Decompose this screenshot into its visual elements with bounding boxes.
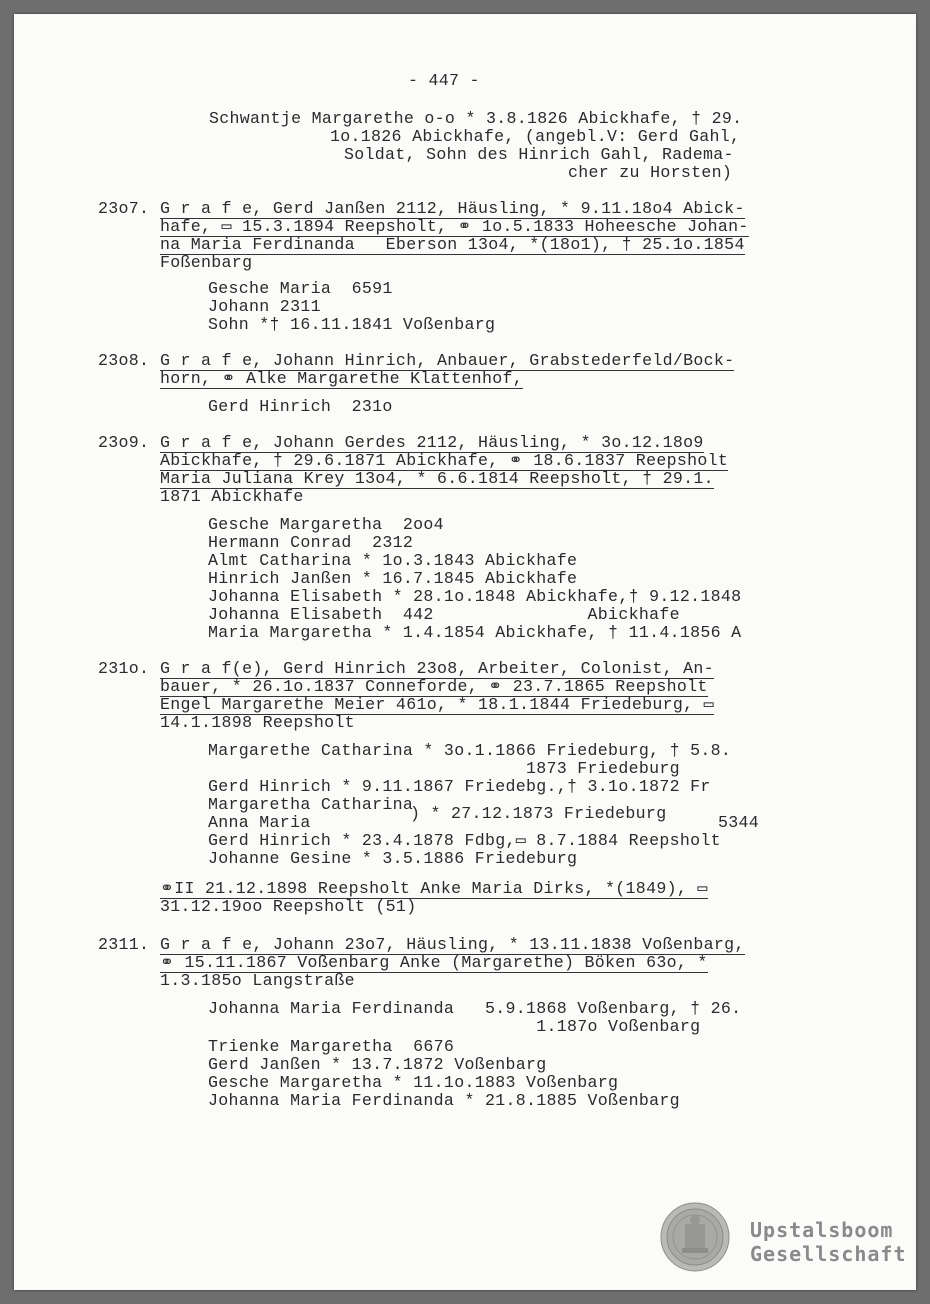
child-line: Hermann Conrad 2312 (208, 533, 414, 552)
child-line: Anna Maria (208, 813, 311, 832)
child-line: Gerd Hinrich * 9.11.1867 Friedebg.,† 3.1o.1872 Fr (208, 777, 711, 796)
entry-line: G r a f e, Johann Gerdes 2112, Häusling, * 3o.12.18o9 (160, 433, 704, 452)
child-line: Almt Catharina * 1o.3.1843 Abickhafe (208, 551, 578, 570)
intro-line: Soldat, Sohn des Hinrich Gahl, Radema- (344, 145, 734, 164)
entry-line: 1.3.185o Langstraße (160, 971, 355, 990)
entry-line: horn, ⚭ Alke Margarethe Klattenhof, (160, 369, 523, 388)
child-line: Johanna Maria Ferdinanda * 21.8.1885 Voßenbarg (208, 1091, 680, 1110)
entry-number: 23o9. (98, 433, 150, 452)
child-line: Johann 2311 (208, 297, 321, 316)
entry-line: Abickhafe, † 29.6.1871 Abickhafe, ⚭ 18.6.1837 Reepsholt (160, 451, 729, 470)
child-line: Johanna Maria Ferdinanda 5.9.1868 Voßenbarg, † 26. (208, 999, 742, 1018)
intro-line: 1o.1826 Abickhafe, (angebl.V: Gerd Gahl, (330, 127, 741, 146)
entry-line: G r a f(e), Gerd Hinrich 23o8, Arbeiter, Colonist, An- (160, 659, 714, 678)
entry-line: G r a f e, Johann Hinrich, Anbauer, Grabstederfeld/Bock- (160, 351, 735, 370)
brand-line-2: Gesellschaft (750, 1242, 907, 1266)
entry-line: Maria Juliana Krey 13o4, * 6.6.1814 Reepsholt, † 29.1. (160, 469, 714, 488)
intro-line: Schwantje Margarethe o-o * 3.8.1826 Abickhafe, † 29. (209, 109, 743, 128)
entry-number: 2311. (98, 935, 150, 954)
document-page (14, 14, 916, 1290)
child-line: 1873 Friedeburg (208, 759, 680, 778)
entry-line: 1871 Abickhafe (160, 487, 304, 506)
child-line: Johanna Elisabeth * 28.1o.1848 Abickhafe,† 9.12.1848 (208, 587, 742, 606)
entry-line: Engel Margarethe Meier 461o, * 18.1.1844 Friedeburg, ▭ (160, 695, 714, 714)
entry-line: G r a f e, Johann 23o7, Häusling, * 13.11.1838 Voßenbarg, (160, 935, 745, 954)
page-number: - 447 - (408, 71, 480, 90)
child-line: Hinrich Janßen * 16.7.1845 Abickhafe (208, 569, 578, 588)
child-line: Johanna Elisabeth 442 Abickhafe (208, 605, 680, 624)
child-line: Gesche Maria 6591 (208, 279, 393, 298)
child-line: Gesche Margaretha * 11.1o.1883 Voßenbarg (208, 1073, 619, 1092)
entry-line: bauer, * 26.1o.1837 Conneforde, ⚭ 23.7.1865 Reepsholt (160, 677, 708, 696)
child-line: Gerd Janßen * 13.7.1872 Voßenbarg (208, 1055, 547, 1074)
entry-line: ⚭ 15.11.1867 Voßenbarg Anke (Margarethe) Böken 63o, * (160, 953, 708, 972)
twins-ref: 5344 (718, 813, 760, 832)
child-line: Johanne Gesine * 3.5.1886 Friedeburg (208, 849, 578, 868)
intro-line: cher zu Horsten) (568, 163, 733, 182)
child-line: Margaretha Catharina (208, 795, 414, 814)
child-line: 1.187o Voßenbarg (208, 1017, 701, 1036)
child-line: Gerd Hinrich 231o (208, 397, 393, 416)
entry-line: Foßenbarg (160, 253, 253, 272)
second-marriage-line: 31.12.19oo Reepsholt (51) (160, 897, 417, 916)
entry-line: na Maria Ferdinanda Eberson 13o4, *(18o1), † 25.1o.1854 (160, 235, 745, 254)
entry-number: 231o. (98, 659, 150, 678)
entry-line: G r a f e, Gerd Janßen 2112, Häusling, * 9.11.18o4 Abick- (160, 199, 745, 218)
child-line: Maria Margaretha * 1.4.1854 Abickhafe, † 11.4.1856 A (208, 623, 742, 642)
entry-number: 23o8. (98, 351, 150, 370)
child-line: Sohn *† 16.11.1841 Voßenbarg (208, 315, 496, 334)
second-marriage-line: ⚭II 21.12.1898 Reepsholt Anke Maria Dirks, *(1849), ▭ (160, 879, 708, 898)
child-line: Gerd Hinrich * 23.4.1878 Fdbg,▭ 8.7.1884 Reepsholt (208, 831, 721, 850)
seal-logo-icon (660, 1202, 730, 1272)
twins-note: ) * 27.12.1873 Friedeburg (410, 804, 667, 823)
brand-line-1: Upstalsboom (750, 1218, 894, 1242)
entry-line: 14.1.1898 Reepsholt (160, 713, 355, 732)
entry-number: 23o7. (98, 199, 150, 218)
child-line: Trienke Margaretha 6676 (208, 1037, 455, 1056)
child-line: Gesche Margaretha 2oo4 (208, 515, 444, 534)
entry-line: hafe, ▭ 15.3.1894 Reepsholt, ⚭ 1o.5.1833 Hoheesche Johan- (160, 217, 749, 236)
child-line: Margarethe Catharina * 3o.1.1866 Friedeburg, † 5.8. (208, 741, 732, 760)
